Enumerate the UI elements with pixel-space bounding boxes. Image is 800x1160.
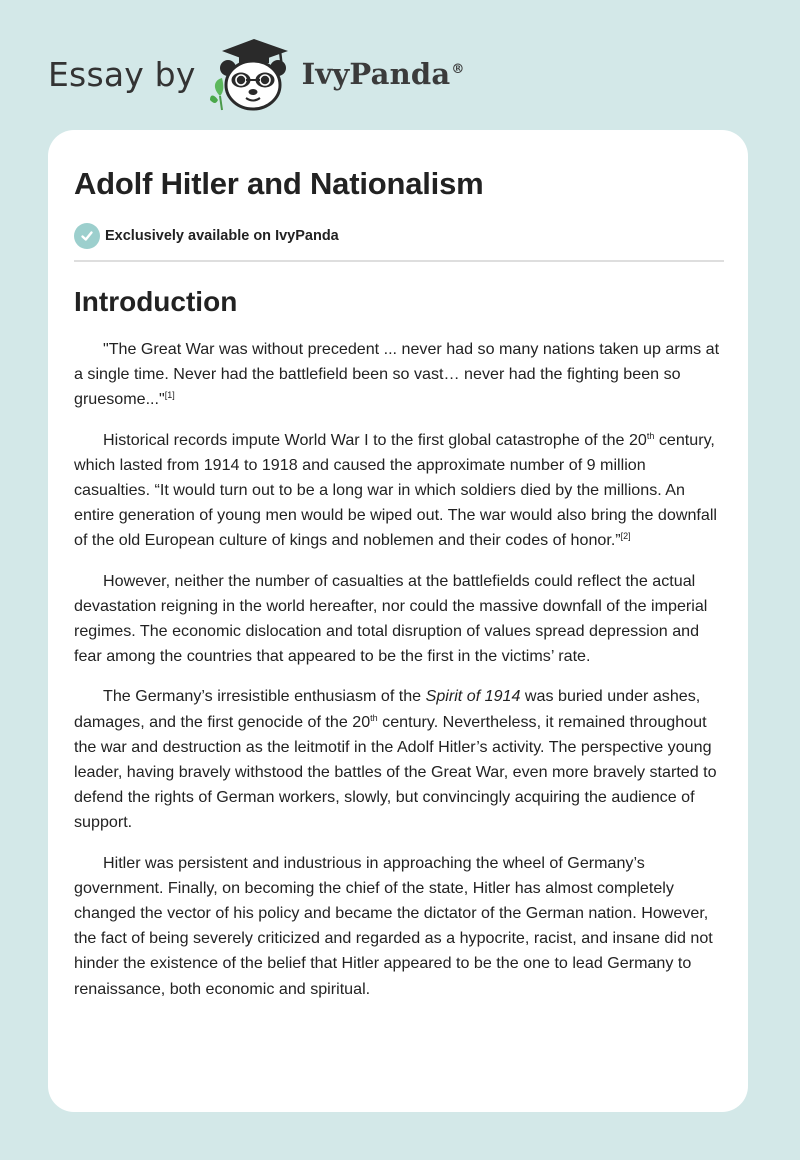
- footnote-ref-2[interactable]: [2]: [620, 531, 631, 542]
- section-heading: Introduction: [74, 286, 238, 317]
- paragraph-5: Hitler was persistent and industrious in approaching the wheel of Germany’s government. Finally, on becoming the chief of the state, Hitler has almost completely changed the vector of his policy and became the dictator of the German nation. However, the fact of being severely criticized and regarded as a hypocrite, racist, and insane did not hinder the existence of the belief that Hitler appeared to be the one to lead Germany to renaissance, both economic and spiritual.: [74, 853, 713, 998]
- check-icon: [74, 223, 100, 249]
- brand-name: IvyPanda®: [301, 57, 465, 91]
- panda-logo-icon: [208, 34, 300, 114]
- paragraph-4: The Germany’s irresistible enthusiasm of the Spirit of 1914 was buried under ashes, damages, and the first genocide of the 20th century. Nevertheless, it remained throughout the war and destruction as the leitmotif in the Adolf Hitler’s activity. The perspective young leader, having bravely withstood the battles of the Great War, even more bravely started to defend the rights of German workers, slowly, but convincingly acquiring the audience of support.: [74, 687, 717, 832]
- divider: [74, 260, 724, 262]
- footnote-ref-1[interactable]: [1]: [164, 390, 175, 401]
- paragraph-3: However, neither the number of casualties at the battlefields could reflect the actual devastation reigning in the world hereafter, nor could the massive downfall of the imperial regimes. The economic dislocation and total disruption of values spread depression and fear among the countries that appeared to be the first in the victims’ rate.: [74, 571, 708, 666]
- essay-title: Adolf Hitler and Nationalism: [74, 166, 484, 201]
- essay-card: [48, 130, 748, 1112]
- brand-header[interactable]: [48, 34, 465, 114]
- paragraph-1: "The Great War was without precedent ... never had so many nations taken up arms at a single time. Never had the battlefield been so vast… never had the fighting been so gruesome..."[1]: [74, 340, 720, 409]
- badge-text: Exclusively available on IvyPanda: [105, 228, 339, 244]
- paragraph-2: Historical records impute World War I to the first global catastrophe of the 20th century, which lasted from 1914 to 1918 and caused the approximate number of 9 million casualties. “It would turn out to be a long war in which soldiers died by the millions. An entire generation of young men would be wiped out. The war would also bring the downfall of the old European culture of kings and noblemen and their codes of honor.”[2]: [74, 430, 717, 550]
- brand-prefix: Essay by: [48, 54, 196, 94]
- exclusive-badge: [74, 222, 722, 250]
